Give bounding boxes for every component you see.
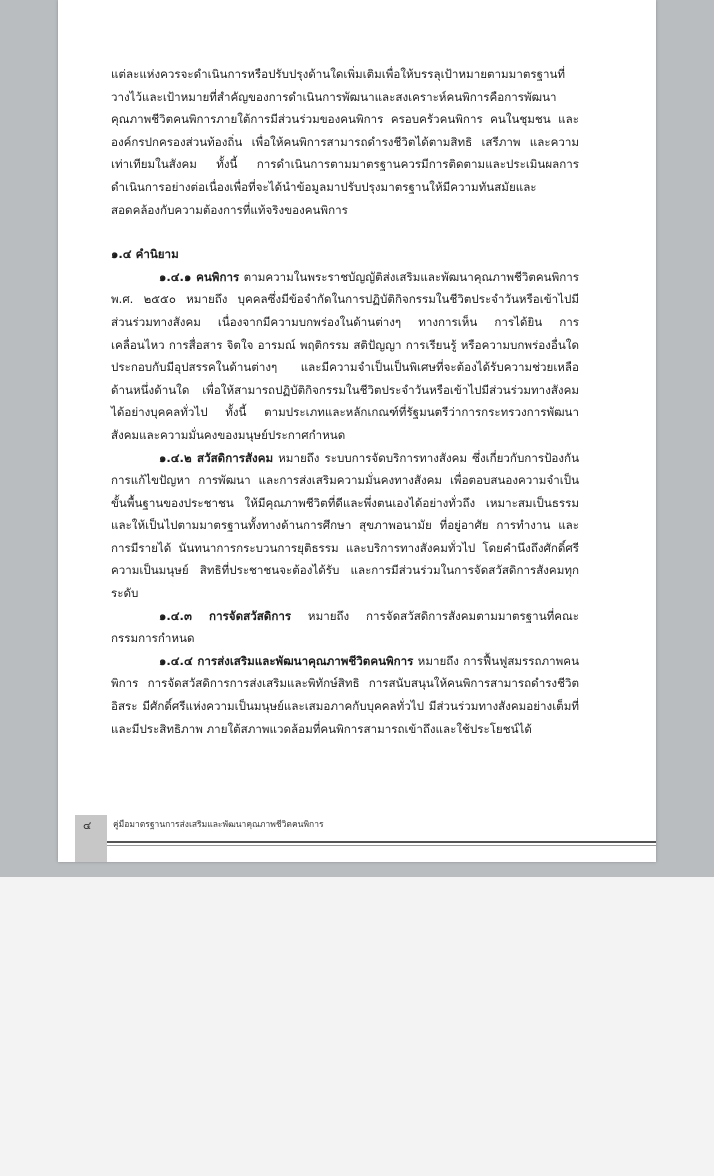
footer-rule	[107, 841, 656, 843]
definition-text: หมายถึง ระบบการจัดบริการทางสังคม ซึ่งเกี่ยวกับการป้องกัน การแก้ไขปัญหา การพัฒนา และการส่งเสริมความมั่นคงทางสังคม เพื่อตอบสนองความจำเป็นขั้นพื้นฐานของประชาชน ให้มีคุณภาพชีวิตที่ดีและพึ่งตนเองได้อย่างทั่วถึง เหมาะสมเป็นธรรม และให้เป็นไปตามมาตรฐานทั้งทางด้านการศึกษา สุขภาพอนามัย ที่อยู่อาศัย การทำงาน และการมีรายได้ นันทนาการกระบวนการยุติธรรม และบริการทางสังคมทั่วไป โดยคำนึงถึงศักดิ์ศรีความเป็นมนุษย์ สิทธิที่ประชาชนจะต้องได้รับ และการมีส่วนร่วมในการจัดสวัสดิการสังคมทุกระดับ	[111, 450, 579, 601]
definition-3	[111, 605, 579, 650]
definition-2	[111, 447, 579, 605]
document-page	[58, 0, 656, 862]
definition-text: หมายถึง การจัดสวัสดิการสังคมตามมาตรฐานที่คณะกรรมการกำหนด	[111, 608, 580, 646]
definition-term: ๑.๔.๑ คนพิการ	[159, 269, 240, 284]
intro-paragraph: แต่ละแห่งควรจะดำเนินการหรือปรับปรุงด้านใดเพิ่มเติมเพื่อให้บรรลุเป้าหมายตามมาตรฐานที่วางไว้และเป้าหมายที่สำคัญของการดำเนินการพัฒนาและสงเคราะห์คนพิการคือการพัฒนาคุณภาพชีวิตคนพิการภายใต้การมีส่วนร่วมของคนพิการ ครอบครัวคนพิการ คนในชุมชน และองค์กรปกครองส่วนท้องถิ่น เพื่อให้คนพิการสามารถดำรงชีวิตได้ตามสิทธิ เสรีภาพ และความเท่าเทียมในสังคม ทั้งนี้ การดำเนินการตามมาตรฐานควรมีการติดตามและประเมินผลการดำเนินการอย่างต่อเนื่องเพื่อที่จะได้นำข้อมูลมาปรับปรุงมาตรฐานให้มีความทันสมัยและสอดคล้องกับความต้องการที่แท้จริงของคนพิการ	[111, 67, 579, 217]
definition-4	[111, 650, 579, 740]
definition-term: ๑.๔.๓ การจัดสวัสดิการ	[159, 608, 292, 623]
definition-text: หมายถึง การฟื้นฟูสมรรถภาพคนพิการ การจัดสวัสดิการการส่งเสริมและพิทักษ์สิทธิ การสนับสนุนให้คนพิการสามารถดำรงชีวิตอิสระ มีศักดิ์ศรีแห่งความเป็นมนุษย์และเสมอภาคกับบุคคลทั่วไป มีส่วนร่วมทางสังคมอย่างเต็มที่และมีประสิทธิภาพ ภายใต้สภาพแวดล้อมที่คนพิการสามารถเข้าถึงและใช้ประโยชน์ได้	[111, 653, 579, 736]
definition-text: ตามความในพระราชบัญญัติส่งเสริมและพัฒนาคุณภาพชีวิตคนพิการ พ.ศ. ๒๕๕๐ หมายถึง บุคคลซึ่งมีข้อจำกัดในการปฏิบัติกิจกรรมในชีวิตประจำวันหรือเข้าไปมีส่วนร่วมทางสังคม เนื่องจากมีความบกพร่องในด้านต่างๆ ทางการเห็น การได้ยิน การเคลื่อนไหว การสื่อสาร จิตใจ อารมณ์ พฤติกรรม สติปัญญา การเรียนรู้ หรือความบกพร่องอื่นใด ประกอบกับมีอุปสรรคในด้านต่างๆ และมีความจำเป็นเป็นพิเศษที่จะต้องได้รับความช่วยเหลือด้านหนึ่งด้านใด เพื่อให้สามารถปฏิบัติกิจกรรมในชีวิตประจำวันหรือเข้าไปมีส่วนร่วมทางสังคมได้อย่างบุคคลทั่วไป ทั้งนี้ ตามประเภทและหลักเกณฑ์ที่รัฐมนตรีว่าการกระทรวงการพัฒนาสังคมและความมั่นคงของมนุษย์ประกาศกำหนด	[111, 269, 579, 442]
page-number: ๔	[83, 819, 92, 832]
definition-1	[111, 266, 579, 447]
definition-term: ๑.๔.๒ สวัสดิการสังคม	[159, 450, 274, 465]
section-heading: ๑.๔ คำนิยาม	[111, 247, 179, 262]
footer-rule-thin	[107, 845, 656, 846]
page-content	[111, 63, 579, 740]
definition-term: ๑.๔.๔ การส่งเสริมและพัฒนาคุณภาพชีวิตคนพิการ	[159, 653, 414, 668]
footer-title: คู่มือมาตรฐานการส่งเสริมและพัฒนาคุณภาพชีวิตคนพิการ	[113, 820, 324, 830]
